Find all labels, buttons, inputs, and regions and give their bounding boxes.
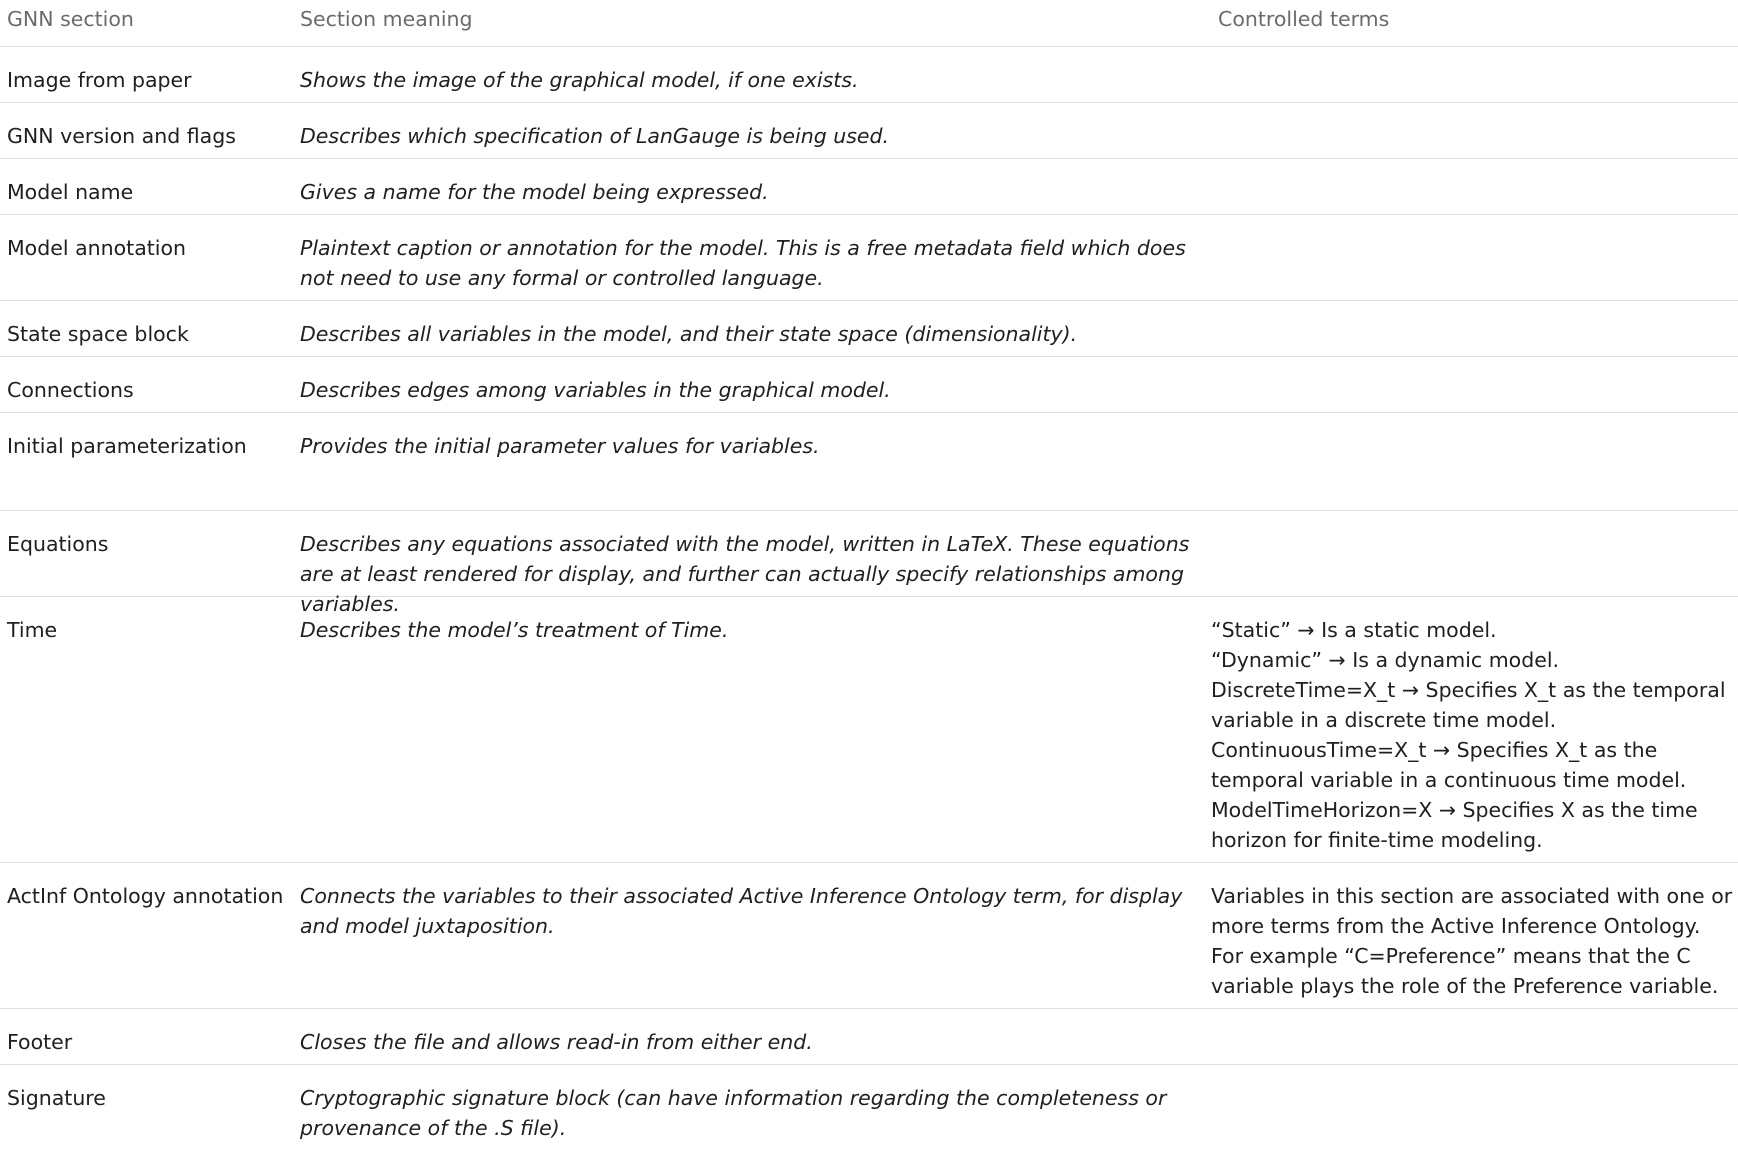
term-ontology-association: Variables in this section are associated with one or more terms from the Active Inference Ontology. xyxy=(1211,884,1733,938)
section-name: State space block xyxy=(7,322,189,346)
controlled-terms xyxy=(1211,1065,1738,1153)
table-row xyxy=(0,597,1738,863)
table-row xyxy=(0,1065,1738,1153)
section-meaning: Plaintext caption or annotation for the model. This is a free metadata field which does not need to use any formal or controlled language. xyxy=(300,236,1186,290)
controlled-terms xyxy=(1211,103,1738,158)
section-meaning: Describes the model’s treatment of Time. xyxy=(300,618,729,642)
section-name: GNN version and flags xyxy=(7,124,236,148)
term-ontology-example: For example “C=Preference” means that the C variable plays the role of the Preference variable. xyxy=(1211,944,1719,998)
header-section-meaning: Section meaning xyxy=(300,7,473,31)
controlled-terms xyxy=(1211,597,1738,862)
header-controlled-terms: Controlled terms xyxy=(1218,7,1390,31)
section-name: Model annotation xyxy=(7,236,187,260)
table-row xyxy=(0,413,1738,511)
table-row xyxy=(0,357,1738,413)
controlled-terms xyxy=(1211,413,1738,510)
section-name: Time xyxy=(7,618,58,642)
table-row xyxy=(0,215,1738,301)
table-row xyxy=(0,301,1738,357)
section-name: Footer xyxy=(7,1030,73,1054)
term-model-time-horizon: ModelTimeHorizon=X → Specifies X as the time horizon for finite-time modeling. xyxy=(1211,798,1698,852)
section-meaning: Provides the initial parameter values for variables. xyxy=(300,434,820,458)
section-meaning: Gives a name for the model being expressed. xyxy=(300,180,769,204)
controlled-terms xyxy=(1211,159,1738,214)
controlled-terms xyxy=(1211,215,1738,300)
table-row xyxy=(0,103,1738,159)
controlled-terms xyxy=(1211,357,1738,412)
table-row xyxy=(0,1009,1738,1065)
section-meaning: Describes edges among variables in the graphical model. xyxy=(300,378,891,402)
section-meaning: Cryptographic signature block (can have information regarding the completeness or provenance of the .S file). xyxy=(300,1086,1167,1140)
term-discrete-time: DiscreteTime=X_t → Specifies X_t as the temporal variable in a discrete time model. xyxy=(1211,678,1726,732)
section-name: Initial parameterization xyxy=(7,434,247,458)
section-name: Image from paper xyxy=(7,68,192,92)
controlled-terms xyxy=(1211,1009,1738,1064)
table-row xyxy=(0,511,1738,616)
section-name: Equations xyxy=(7,532,109,556)
table-row xyxy=(0,863,1738,1009)
term-static: “Static” → Is a static model. xyxy=(1211,618,1497,642)
controlled-terms xyxy=(1211,47,1738,102)
section-name: Model name xyxy=(7,180,134,204)
section-meaning: Describes which specification of LanGauge is being used. xyxy=(300,124,890,148)
table-row xyxy=(0,47,1738,103)
section-meaning: Describes any equations associated with the model, written in LaTeX. These equations are at least rendered for display, and further can actually specify relationships among variables. xyxy=(300,532,1190,616)
term-continuous-time: ContinuousTime=X_t → Specifies X_t as the temporal variable in a continuous time model. xyxy=(1211,738,1687,792)
section-name: Connections xyxy=(7,378,134,402)
section-meaning: Shows the image of the graphical model, if one exists. xyxy=(300,68,859,92)
table-row xyxy=(0,159,1738,215)
section-meaning: Connects the variables to their associated Active Inference Ontology term, for display and model juxtaposition. xyxy=(300,884,1183,938)
controlled-terms xyxy=(1211,863,1738,1008)
header-gnn-section: GNN section xyxy=(7,7,134,31)
section-meaning: Describes all variables in the model, and their state space (dimensionality). xyxy=(300,322,1078,346)
term-dynamic: “Dynamic” → Is a dynamic model. xyxy=(1211,648,1560,672)
section-name: Signature xyxy=(7,1086,106,1110)
table-header xyxy=(0,0,1738,47)
controlled-terms xyxy=(1211,301,1738,356)
section-meaning: Closes the file and allows read-in from either end. xyxy=(300,1030,813,1054)
section-name: ActInf Ontology annotation xyxy=(7,884,284,908)
